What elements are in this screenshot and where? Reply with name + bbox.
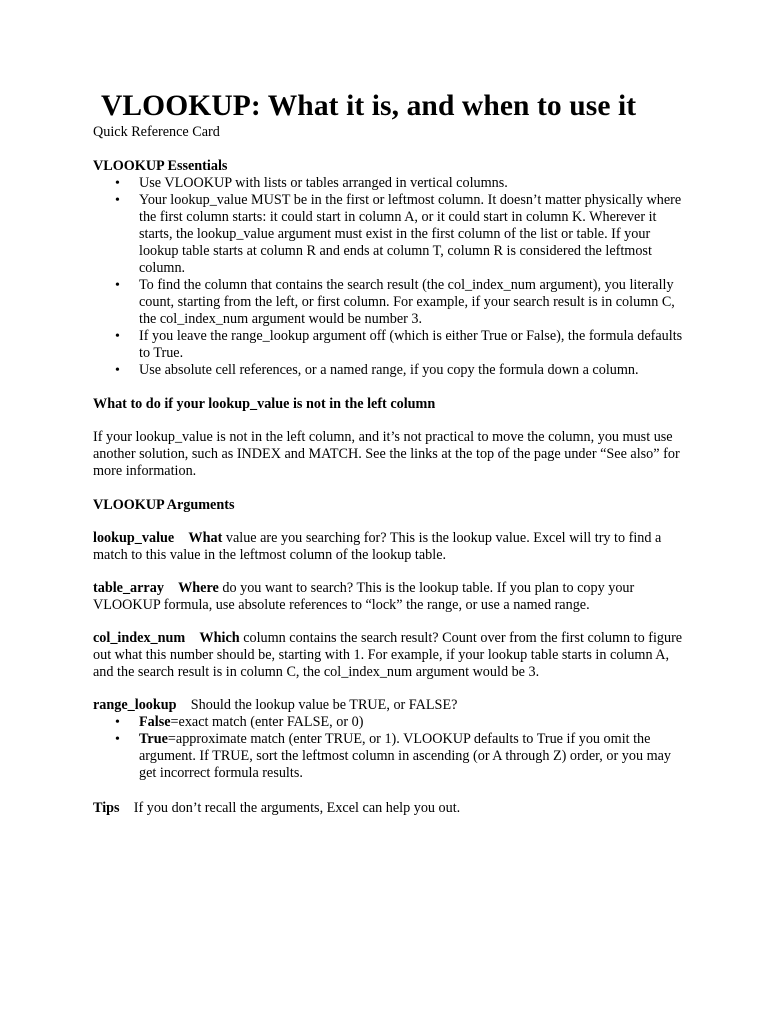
essentials-item-text: Use VLOOKUP with lists or tables arranged in vertical columns. — [139, 175, 508, 191]
argument-keyword: What — [188, 530, 223, 546]
essentials-item-3 — [93, 328, 683, 362]
essentials-list-continued — [93, 192, 683, 379]
option-label: True — [139, 731, 168, 747]
bullet-icon: • — [115, 278, 120, 293]
bullet-icon: • — [115, 176, 120, 191]
arguments-heading: VLOOKUP Arguments — [93, 497, 235, 513]
argument-keyword: Where — [178, 580, 219, 596]
essentials-item-text: Your lookup_value MUST be in the first or leftmost column. It doesn’t matter physically where the first column starts: it could start in column A, or it could start in column K. Wherever it starts, the lookup_value argument must exist in the first column of the list or table. If your lookup table starts at column R and ends at column T, column R is considered the leftmost column. — [139, 192, 682, 276]
argument-description: Should the lookup value be TRUE, or FALSE? — [190, 697, 458, 713]
argument-description: column contains the search result? Count over from the first column to figure out what this number should be, starting with 1. For example, if your lookup table starts in column A, and the search result is in column C, the col_index_num argument would be 3. — [93, 630, 683, 680]
bullet-icon: • — [115, 732, 120, 747]
essentials-item-1 — [93, 192, 683, 277]
argument-keyword: Which — [199, 630, 240, 646]
option-text: =approximate match (enter TRUE, or 1). VLOOKUP defaults to True if you omit the argument. If TRUE, sort the leftmost column in ascending (or A through Z) order, or you may get incorrect formula results. — [139, 731, 672, 781]
essentials-item-4 — [93, 362, 683, 379]
not-left-heading: What to do if your lookup_value is not in the left column — [93, 396, 436, 412]
argument-term: range_lookup — [93, 697, 177, 713]
argument-range-lookup — [93, 697, 683, 714]
argument-description: value are you searching for? This is the lookup value. Excel will try to find a match to this value in the leftmost column of the lookup table. — [93, 530, 662, 563]
page-title: VLOOKUP: What it is, and when to use it — [101, 90, 637, 122]
bullet-icon: • — [115, 193, 120, 208]
essentials-heading: VLOOKUP Essentials — [93, 158, 228, 174]
essentials-item-text: To find the column that contains the search result (the col_index_num argument), you literally count, starting from the left, or first column. For example, if your search result is in column C, the col_index_num argument would be number 3. — [139, 277, 675, 327]
argument-term: lookup_value — [93, 530, 175, 546]
argument-description: do you want to search? This is the lookup table. If you plan to copy your VLOOKUP formula, use absolute references to “lock” the range, or use a named range. — [93, 580, 635, 613]
argument-term: table_array — [93, 580, 164, 596]
argument-col-index-num — [93, 630, 683, 681]
option-text: =exact match (enter FALSE, or 0) — [170, 714, 364, 730]
essentials-item-0 — [93, 175, 683, 192]
range-lookup-options — [93, 714, 683, 782]
essentials-item-text: Use absolute cell references, or a named range, if you copy the formula down a column. — [139, 362, 639, 378]
option-label: False — [139, 714, 171, 730]
bullet-icon: • — [115, 363, 120, 378]
tips-paragraph — [93, 800, 683, 817]
document-page — [93, 88, 683, 817]
page-subtitle: Quick Reference Card — [93, 124, 220, 140]
tips-text: If you don’t recall the arguments, Excel can help you out. — [133, 800, 461, 816]
range-lookup-true — [93, 731, 683, 782]
essentials-item-2 — [93, 277, 683, 328]
bullet-icon: • — [115, 329, 120, 344]
argument-term: col_index_num — [93, 630, 186, 646]
tips-label: Tips — [93, 800, 120, 816]
argument-lookup-value — [93, 530, 683, 564]
range-lookup-false — [93, 714, 683, 731]
essentials-list — [93, 175, 683, 192]
not-left-body: If your lookup_value is not in the left column, and it’s not practical to move the column, you must use another solution, such as INDEX and MATCH. See the links at the top of the page under “See also” for more information. — [93, 429, 680, 479]
bullet-icon: • — [115, 715, 120, 730]
argument-table-array — [93, 580, 683, 614]
essentials-item-text: If you leave the range_lookup argument off (which is either True or False), the formula defaults to True. — [139, 328, 683, 361]
